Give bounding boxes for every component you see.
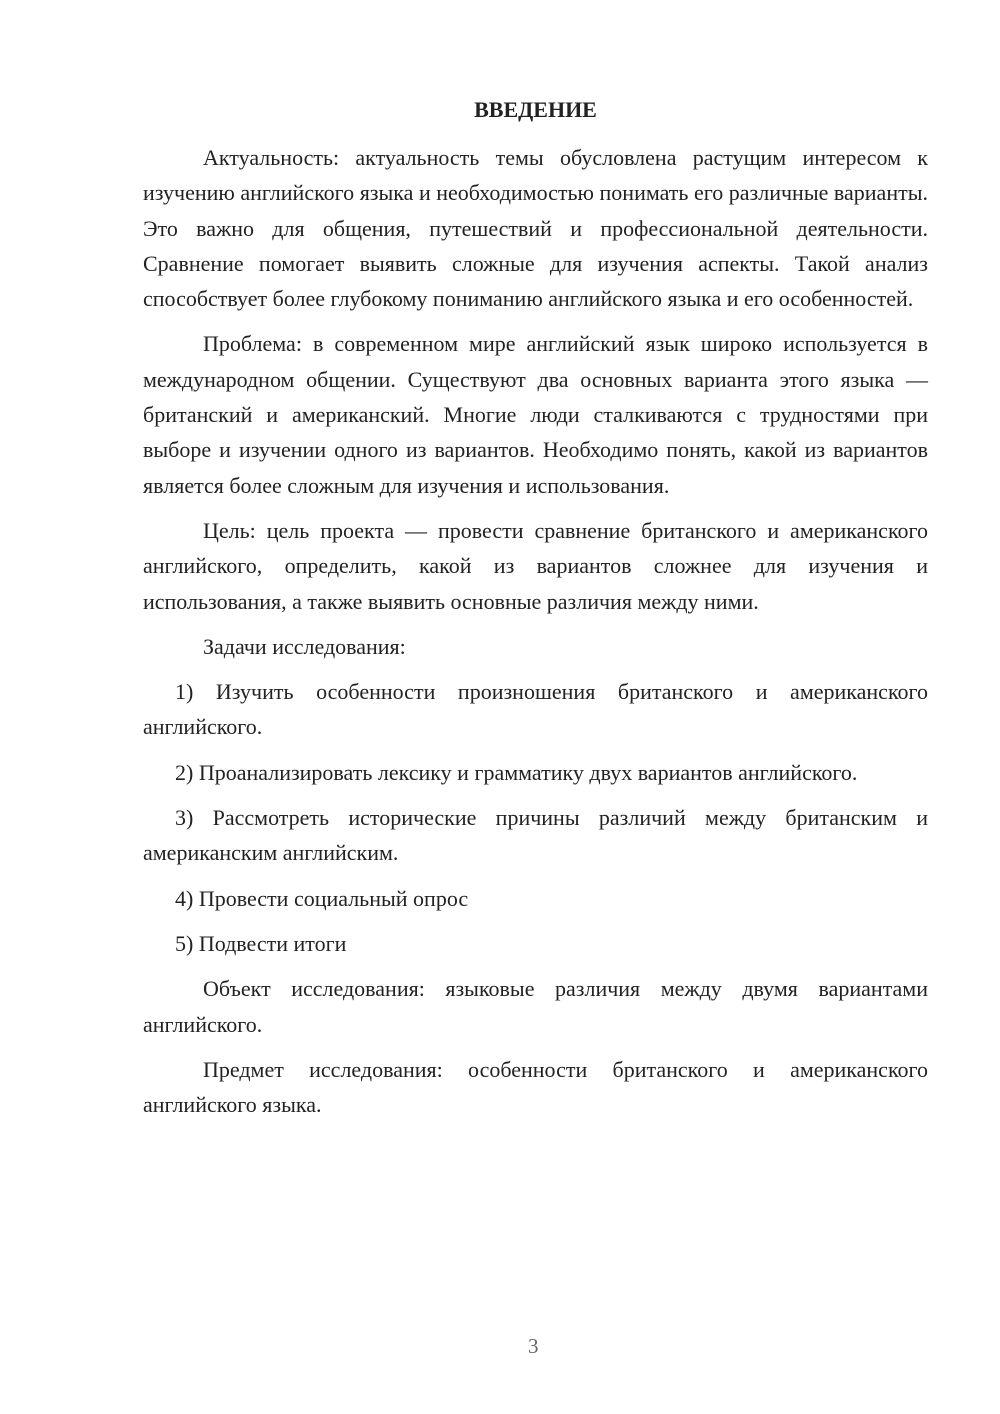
subject-paragraph: Предмет исследования: особенности британского и американского английского языка. (143, 1056, 928, 1118)
problem-paragraph: Проблема: в современном мире английский язык широко используется в международном общении. Существуют два основных варианта этого языка — британский и американский. Многие люди сталкиваются с трудностями при выборе и изучении одного из вариантов. Необходимо понять, какой из вариантов является более сложным для изучения и использования. (143, 331, 928, 498)
object-paragraph: Объект исследования: языковые различия между двумя вариантами английского. (143, 976, 928, 1037)
relevance-paragraph: Актуальность: актуальность темы обусловлена растущим интересом к изучению английского языка и необходимостью понимать его различные варианты. Это важно для общения, путешествий и профессиональной деятельности. Сравнение помогает выявить сложные для изучения аспекты. Такой анализ способствует более глубокому пониманию английского языка и его особенностей. (143, 145, 928, 312)
task-item-3: 3) Рассмотреть исторические причины различий между британским и американским английским. (143, 805, 928, 866)
tasks-heading: Задачи исследования: (203, 633, 406, 659)
task-item-4: 4) Провести социальный опрос (175, 885, 469, 911)
goal-paragraph: Цель: цель проекта — провести сравнение британского и американского английского, определить, какой из вариантов сложнее для изучения и использования, а также выявить основные различия между ними. (143, 517, 928, 614)
task-item-5: 5) Подвести итоги (175, 930, 347, 956)
task-item-1: 1) Изучить особенности произношения британского и американского английского. (143, 679, 928, 740)
document-page (143, 92, 928, 1132)
page-number: 3 (528, 1334, 539, 1358)
page-title: ВВЕДЕНИЕ (474, 97, 597, 122)
task-item-2: 2) Проанализировать лексику и грамматику двух вариантов английского. (175, 759, 858, 785)
